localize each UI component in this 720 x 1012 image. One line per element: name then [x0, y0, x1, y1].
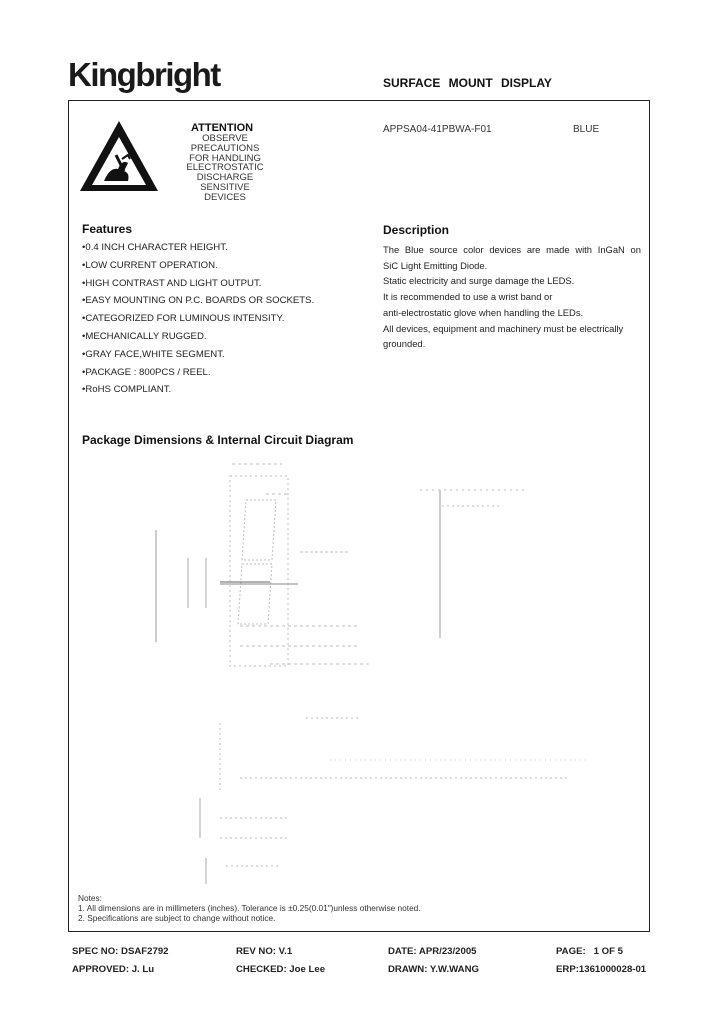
erp-number: ERP:1361000028-01 — [556, 964, 647, 975]
attention-line: DISCHARGE — [196, 172, 254, 184]
checked-by: CHECKED: Joe Lee — [236, 964, 326, 975]
notes-title: Notes: — [78, 893, 102, 903]
description-line: grounded. — [383, 338, 426, 350]
revision-number: REV NO: V.1 — [236, 946, 293, 957]
list-item: •PACKAGE : 800PCS / REEL. — [82, 366, 211, 378]
list-item: •CATEGORIZED FOR LUMINOUS INTENSITY. — [82, 313, 285, 325]
bullet-icon: • — [82, 259, 86, 271]
description-line: The Blue source color devices are made with InGaN on — [383, 244, 641, 255]
description-line: All devices, equipment and machinery must be electrically — [383, 322, 624, 334]
description-line: SiC Light Emitting Diode. — [383, 259, 488, 271]
list-item: •EASY MOUNTING ON P.C. BOARDS OR SOCKETS. — [82, 295, 315, 307]
package-heading: Package Dimensions & Internal Circuit Diagram — [82, 433, 354, 447]
attention-line: FOR HANDLING — [189, 152, 261, 164]
description-line: Static electricity and surge damage the LEDS. — [383, 275, 575, 287]
list-item: •MECHANICALLY RUGGED. — [82, 330, 207, 342]
bullet-icon: • — [82, 313, 86, 325]
page-number: PAGE: 1 OF 5 — [556, 946, 623, 957]
attention-line: SENSITIVE — [200, 181, 250, 193]
list-item: •HIGH CONTRAST AND LIGHT OUTPUT. — [82, 277, 262, 289]
bullet-icon: • — [82, 277, 86, 289]
approved-by: APPROVED: J. Lu — [72, 964, 155, 975]
list-item: •0.4 INCH CHARACTER HEIGHT. — [82, 242, 228, 253]
attention-title: ATTENTION — [191, 122, 254, 134]
package-dimension-drawing — [70, 448, 650, 888]
part-number: APPSA04-41PBWA-F01 — [383, 124, 492, 135]
brand-logo: Kingbright — [68, 56, 220, 93]
features-list — [82, 242, 314, 402]
description-text — [383, 242, 641, 352]
attention-text — [170, 134, 280, 203]
emitting-color: BLUE — [573, 124, 600, 135]
date: DATE: APR/23/2005 — [388, 946, 477, 957]
note-line: 1. All dimensions are in millimeters (inches). Tolerance is ±0.25(0.01")unless otherwise noted. — [78, 903, 421, 914]
bullet-icon: • — [82, 330, 86, 342]
description-line: It is recommended to use a wrist band or — [383, 291, 553, 303]
attention-line: ELECTROSTATIC — [186, 162, 264, 174]
bullet-icon: • — [82, 366, 86, 378]
esd-warning-icon — [78, 119, 160, 193]
description-heading: Description — [383, 223, 450, 237]
notes — [78, 893, 421, 924]
spec-number: SPEC NO: DSAF2792 — [72, 946, 169, 957]
description-line: anti-electrostatic glove when handling the LEDs. — [383, 306, 584, 318]
features-heading: Features — [82, 222, 133, 236]
bullet-icon: • — [82, 384, 86, 396]
bullet-icon: • — [82, 242, 86, 253]
list-item: •RoHS COMPLIANT. — [82, 384, 172, 396]
bullet-icon: • — [82, 348, 86, 360]
attention-line: DEVICES — [204, 191, 246, 203]
list-item: •GRAY FACE,WHITE SEGMENT. — [82, 348, 225, 360]
drawn-by: DRAWN: Y.W.WANG — [388, 964, 479, 975]
bullet-icon: • — [82, 295, 86, 307]
note-line: 2. Specifications are subject to change without notice. — [78, 913, 276, 924]
document-title: SURFACE MOUNT DISPLAY — [383, 76, 552, 90]
attention-line: OBSERVE PRECAUTIONS — [190, 133, 260, 154]
list-item: •LOW CURRENT OPERATION. — [82, 259, 218, 271]
